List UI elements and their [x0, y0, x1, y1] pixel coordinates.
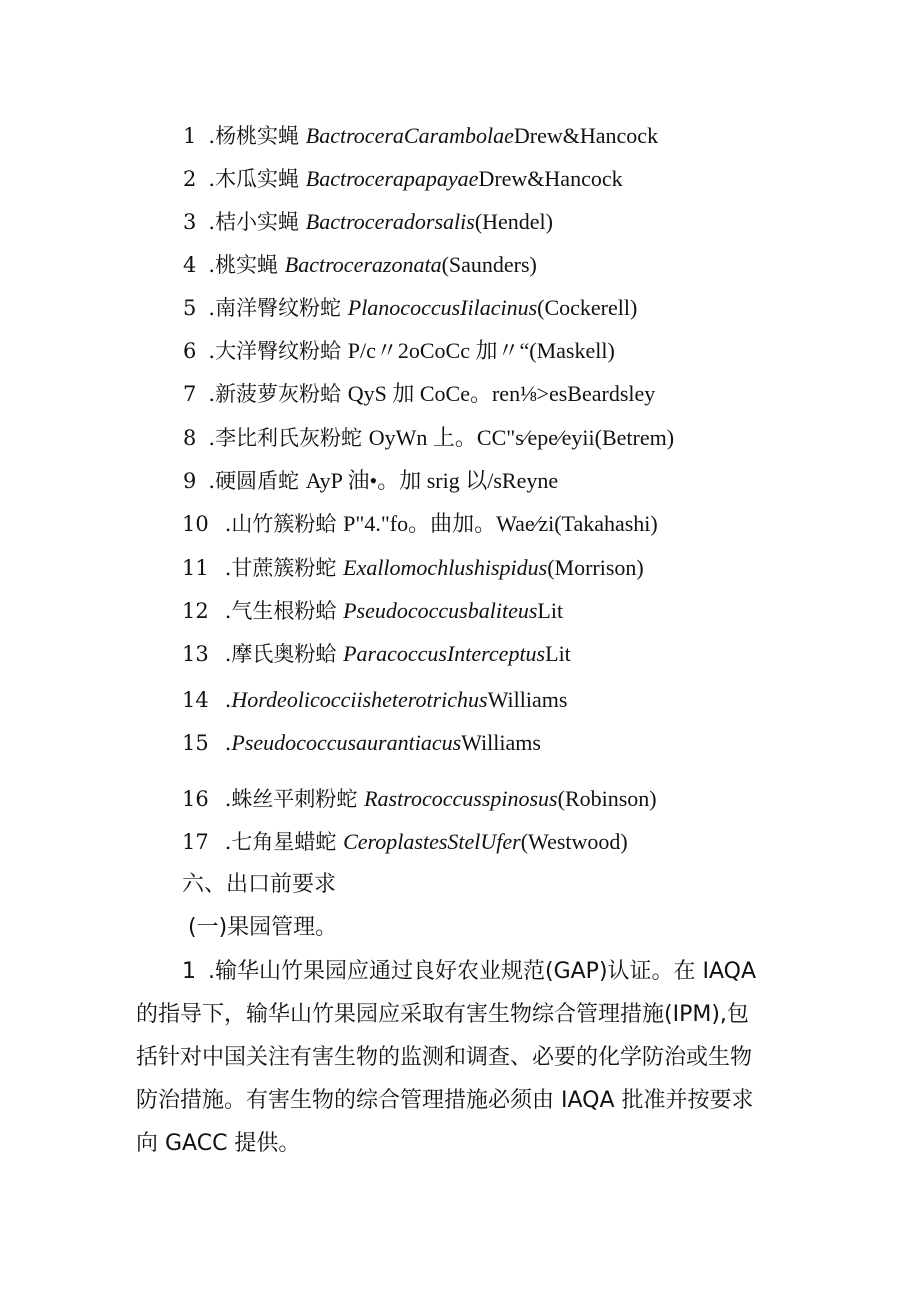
item-number: 10 [182, 512, 209, 536]
chinese-name: 南洋臀纹粉蛇 [215, 296, 342, 320]
item-number: 9 [183, 469, 197, 493]
section-heading: 六、出口前要求 [182, 872, 337, 897]
latin-name: PlanococcusIilacinus [347, 295, 538, 320]
pest-list-item [182, 828, 628, 856]
pest-list-item [182, 785, 657, 813]
item-number: 1 [183, 124, 197, 148]
latin-name: Bactroceradorsalis [305, 209, 475, 234]
pest-list-item [183, 251, 537, 279]
item-number: 8 [183, 426, 197, 450]
pest-list-item [182, 510, 658, 538]
item-number: 2 [183, 167, 197, 191]
author-name: Lit [537, 598, 564, 623]
chinese-name: 新菠萝灰粉蛤 [215, 382, 342, 406]
item-separator: . [224, 688, 232, 712]
latin-name: Pseudococcusbaliteus [343, 598, 538, 623]
author-name: Williams [487, 687, 568, 712]
item-separator: . [224, 556, 232, 580]
author-name: Williams [461, 730, 541, 755]
chinese-name: 甘蔗簇粉蛇 [231, 556, 337, 580]
item-number: 13 [182, 642, 209, 666]
scientific-name-text: OyWn 上。CC"s⁄epe⁄eyii(Betrem) [368, 425, 675, 450]
item-separator: . [208, 167, 216, 191]
latin-name: Exallomochlushispidus [343, 555, 548, 580]
scientific-name-text: P/c〃2oCoCc 加〃“(Maskell) [347, 338, 615, 363]
item-separator: . [208, 124, 216, 148]
paragraph-orchard-management [136, 950, 786, 1165]
item-separator: . [208, 253, 216, 277]
pest-list-item [183, 294, 637, 322]
item-number: 15 [182, 731, 209, 755]
chinese-name: 大洋臀纹粉蛤 [215, 339, 342, 363]
item-number: 6 [183, 339, 197, 363]
scientific-name-text: QyS 加 CoCe。ren⅛>esBeardsley [347, 381, 656, 406]
item-number: 17 [182, 830, 209, 854]
item-number: 14 [182, 688, 209, 712]
chinese-name: 七角星蜡蛇 [231, 830, 337, 854]
item-separator: . [208, 382, 216, 406]
item-number: 5 [183, 296, 197, 320]
author-name: (Hendel) [474, 209, 553, 234]
item-separator: . [208, 210, 216, 234]
paragraph-line-text: .输华山竹果园应通过良好农业规范(GAP)认证。在 IAQA [208, 959, 757, 984]
sub-heading: (一)果园管理。 [188, 915, 338, 940]
chinese-name: 桃实蝇 [215, 253, 279, 277]
item-separator: . [224, 642, 232, 666]
chinese-name: 木瓜实蝇 [215, 167, 300, 191]
chinese-name: 摩氏奥粉蛤 [231, 642, 337, 666]
chinese-name: 气生根粉蛤 [231, 599, 337, 623]
paragraph-number: 1 [182, 959, 196, 984]
item-separator: . [224, 599, 232, 623]
author-name: Drew&Hancock [478, 166, 623, 191]
chinese-name: 杨桃实蝇 [215, 124, 300, 148]
chinese-name: 山竹簇粉蛤 [231, 512, 337, 536]
author-name: (Cockerell) [537, 295, 638, 320]
paragraph-line: 括针对中国关注有害生物的监测和调查、必要的化学防治或生物 [136, 1045, 753, 1070]
pest-list-item [182, 640, 571, 668]
item-separator: . [208, 296, 216, 320]
chinese-name: 桔小实蝇 [215, 210, 300, 234]
scientific-name-text: P"4."fo。曲加。Wae⁄zi(Takahashi) [343, 511, 658, 536]
pest-list-item [183, 208, 553, 236]
latin-name: BactroceraCarambolae [305, 123, 514, 148]
author-name: Drew&Hancock [513, 123, 659, 148]
paragraph-line: 向 GACC 提供。 [136, 1131, 301, 1156]
chinese-name: 李比利氏灰粉蛇 [215, 426, 363, 450]
pest-list-item [183, 467, 558, 495]
item-separator: . [224, 830, 232, 854]
item-separator: . [208, 339, 216, 363]
item-separator: . [208, 469, 216, 493]
item-number: 12 [182, 599, 209, 623]
scientific-name-text: AyP 油•。加 srig 以/sReyne [305, 468, 559, 493]
item-separator: . [224, 731, 232, 755]
item-separator: . [208, 426, 216, 450]
item-separator: . [224, 512, 232, 536]
item-number: 3 [183, 210, 197, 234]
latin-name: Bactrocerazonata [284, 252, 442, 277]
latin-name: ParacoccusInterceptus [343, 641, 546, 666]
author-name: Lit [545, 641, 571, 666]
pest-list-item [182, 686, 567, 714]
pest-list-item [183, 380, 655, 408]
chinese-name: 硬圆盾蛇 [215, 469, 300, 493]
latin-name: Rastrococcusspinosus [364, 786, 558, 811]
pest-list-item [183, 165, 623, 193]
paragraph-line: 的指导下，输华山竹果园应采取有害生物综合管理措施(IPM),包 [136, 1002, 749, 1027]
latin-name: CeroplastesStelUfer [343, 829, 521, 854]
item-separator: . [224, 787, 232, 811]
paragraph-line: 防治措施。有害生物的综合管理措施必须由 IAQA 批准并按要求 [136, 1088, 754, 1113]
author-name: (Morrison) [547, 555, 644, 580]
latin-name: Pseudococcusaurantiacus [231, 730, 462, 755]
item-number: 4 [183, 253, 197, 277]
item-number: 11 [182, 556, 209, 580]
pest-list-item [183, 424, 674, 452]
author-name: (Saunders) [441, 252, 537, 277]
pest-list-item [182, 554, 644, 582]
author-name: (Westwood) [520, 829, 628, 854]
chinese-name: 蛛丝平刺粉蛇 [231, 787, 358, 811]
pest-list-item [182, 729, 541, 757]
item-number: 16 [182, 787, 209, 811]
pest-list-item [182, 597, 563, 625]
paragraph-line [136, 950, 786, 993]
item-number: 7 [183, 382, 197, 406]
pest-list-item [183, 337, 615, 365]
pest-list-item [183, 122, 658, 150]
latin-name: Bactrocerapapayae [305, 166, 479, 191]
latin-name: Hordeolicocciisheterotrichus [231, 687, 488, 712]
author-name: (Robinson) [557, 786, 657, 811]
